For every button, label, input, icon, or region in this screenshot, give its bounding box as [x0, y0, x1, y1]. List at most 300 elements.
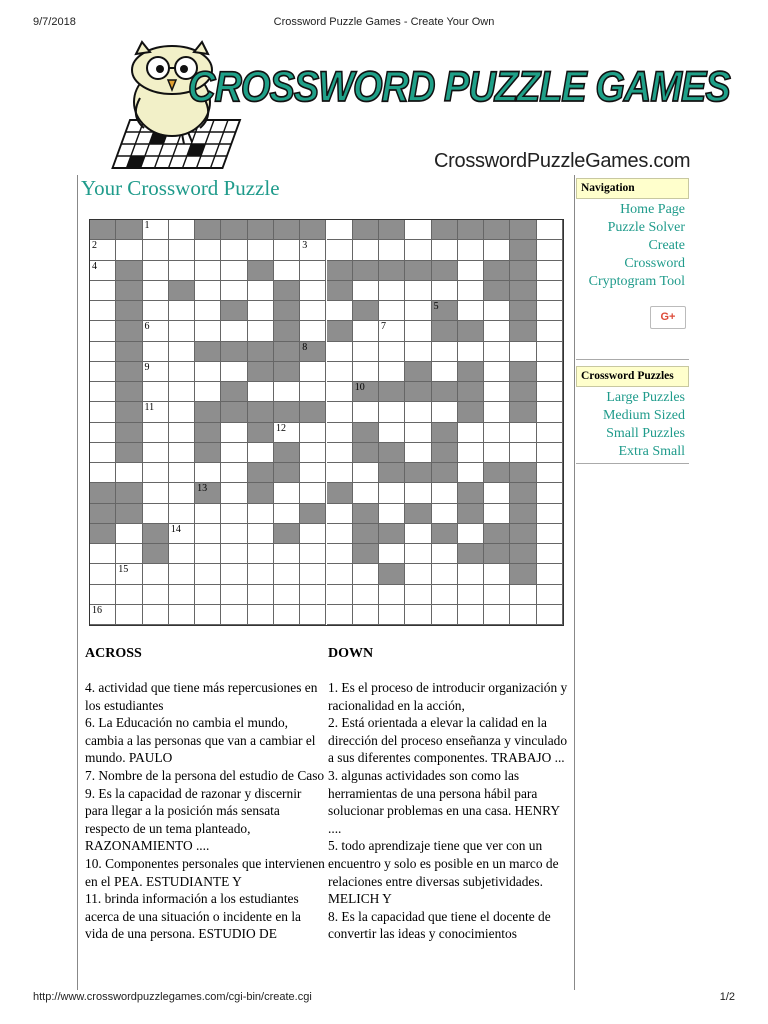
grid-cell[interactable] [274, 382, 300, 402]
puzzle-link-extra-small[interactable]: Extra Small [618, 444, 685, 459]
grid-cell[interactable] [484, 504, 510, 524]
grid-cell-blocked [510, 220, 536, 240]
grid-cell[interactable] [537, 423, 563, 443]
grid-cell-blocked [195, 402, 221, 422]
grid-cell[interactable] [221, 240, 247, 260]
grid-cell[interactable] [248, 544, 274, 564]
grid-cell-blocked [510, 463, 536, 483]
grid-cell[interactable] [484, 382, 510, 402]
grid-cell[interactable] [537, 362, 563, 382]
grid-cell[interactable] [537, 544, 563, 564]
grid-cell[interactable] [458, 605, 484, 625]
grid-cell[interactable] [458, 301, 484, 321]
grid-cell[interactable] [327, 342, 353, 362]
grid-cell[interactable] [169, 321, 195, 341]
grid-cell-blocked [379, 463, 405, 483]
grid-cell[interactable] [169, 605, 195, 625]
grid-cell[interactable] [300, 443, 326, 463]
grid-cell[interactable] [537, 240, 563, 260]
grid-cell[interactable] [90, 423, 116, 443]
grid-cell[interactable] [143, 504, 169, 524]
grid-cell[interactable] [379, 585, 405, 605]
grid-cell[interactable] [405, 564, 431, 584]
grid-cell[interactable] [300, 382, 326, 402]
grid-cell[interactable] [327, 423, 353, 443]
grid-cell[interactable] [195, 564, 221, 584]
grid-cell[interactable] [195, 362, 221, 382]
grid-cell[interactable] [169, 301, 195, 321]
grid-cell[interactable] [484, 585, 510, 605]
puzzle-link-small[interactable]: Small Puzzles [606, 426, 685, 441]
grid-cell[interactable] [143, 220, 169, 240]
grid-cell[interactable] [143, 321, 169, 341]
grid-cell[interactable] [484, 423, 510, 443]
grid-cell[interactable] [221, 585, 247, 605]
grid-cell-blocked [248, 423, 274, 443]
grid-cell[interactable] [379, 240, 405, 260]
grid-cell[interactable] [405, 402, 431, 422]
nav-link-home[interactable]: Home Page [620, 202, 685, 217]
grid-cell-blocked [143, 544, 169, 564]
grid-cell-blocked [510, 524, 536, 544]
grid-cell-blocked [458, 382, 484, 402]
grid-cell[interactable] [195, 524, 221, 544]
grid-cell[interactable] [169, 382, 195, 402]
grid-cell[interactable] [379, 342, 405, 362]
nav-link-create[interactable]: Create [648, 238, 685, 253]
grid-cell[interactable] [484, 342, 510, 362]
grid-cell[interactable] [169, 362, 195, 382]
grid-cell[interactable] [327, 564, 353, 584]
grid-cell[interactable] [405, 423, 431, 443]
grid-cell[interactable] [300, 544, 326, 564]
grid-cell[interactable] [169, 564, 195, 584]
grid-cell-blocked [116, 402, 142, 422]
grid-cell[interactable] [432, 240, 458, 260]
grid-cell[interactable] [353, 281, 379, 301]
grid-cell[interactable] [90, 240, 116, 260]
grid-cell[interactable] [353, 585, 379, 605]
grid-cell[interactable] [327, 301, 353, 321]
grid-cell[interactable] [300, 524, 326, 544]
grid-cell[interactable] [510, 443, 536, 463]
grid-cell[interactable] [221, 564, 247, 584]
grid-cell[interactable] [143, 382, 169, 402]
grid-cell[interactable] [537, 402, 563, 422]
grid-cell[interactable] [300, 463, 326, 483]
grid-cell[interactable] [169, 544, 195, 564]
grid-cell[interactable] [248, 524, 274, 544]
grid-cell[interactable] [90, 321, 116, 341]
grid-cell[interactable] [116, 544, 142, 564]
clue-number: 9 [144, 361, 150, 373]
grid-cell[interactable] [90, 585, 116, 605]
grid-cell[interactable] [379, 402, 405, 422]
grid-cell[interactable] [274, 240, 300, 260]
grid-cell[interactable] [300, 564, 326, 584]
grid-cell-blocked [195, 423, 221, 443]
grid-cell[interactable] [458, 564, 484, 584]
grid-cell-blocked [90, 524, 116, 544]
grid-cell[interactable] [327, 463, 353, 483]
grid-cell-blocked [458, 362, 484, 382]
grid-cell[interactable] [169, 443, 195, 463]
grid-cell[interactable] [274, 585, 300, 605]
navigation-heading: Navigation [576, 178, 689, 199]
grid-cell-blocked [248, 402, 274, 422]
grid-cell[interactable] [300, 423, 326, 443]
grid-cell[interactable] [300, 321, 326, 341]
grid-cell[interactable] [143, 301, 169, 321]
grid-cell[interactable] [143, 443, 169, 463]
across-heading: ACROSS [85, 646, 142, 661]
nav-link-cryptogram[interactable]: Cryptogram Tool [588, 274, 685, 289]
grid-cell[interactable] [274, 483, 300, 503]
grid-cell[interactable] [458, 240, 484, 260]
grid-cell[interactable] [221, 463, 247, 483]
grid-cell[interactable] [432, 585, 458, 605]
grid-cell[interactable] [353, 362, 379, 382]
grid-cell[interactable] [458, 342, 484, 362]
grid-cell[interactable] [537, 564, 563, 584]
grid-cell-blocked [274, 342, 300, 362]
grid-cell[interactable] [537, 220, 563, 240]
grid-cell[interactable] [169, 585, 195, 605]
grid-cell[interactable] [300, 240, 326, 260]
grid-cell[interactable] [143, 483, 169, 503]
grid-cell[interactable] [405, 281, 431, 301]
grid-cell-blocked [327, 483, 353, 503]
grid-cell[interactable] [116, 463, 142, 483]
grid-cell-blocked [248, 261, 274, 281]
grid-cell[interactable] [143, 281, 169, 301]
grid-cell[interactable] [143, 463, 169, 483]
grid-cell[interactable] [195, 544, 221, 564]
grid-cell[interactable] [143, 342, 169, 362]
grid-cell-blocked [169, 281, 195, 301]
across-clue: 7. Nombre de la persona del estudio de Caso [85, 767, 325, 783]
grid-cell[interactable] [274, 423, 300, 443]
grid-cell[interactable] [458, 423, 484, 443]
grid-cell[interactable] [432, 605, 458, 625]
grid-cell[interactable] [248, 240, 274, 260]
grid-cell[interactable] [116, 605, 142, 625]
logo-site-name: CrosswordPuzzleGames.com [434, 150, 691, 172]
puzzle-link-medium[interactable]: Medium Sized [602, 408, 685, 423]
grid-cell[interactable] [405, 443, 431, 463]
grid-cell[interactable] [221, 605, 247, 625]
grid-cell[interactable] [221, 524, 247, 544]
grid-cell[interactable] [221, 281, 247, 301]
grid-cell[interactable] [221, 321, 247, 341]
grid-cell[interactable] [484, 443, 510, 463]
grid-cell[interactable] [169, 220, 195, 240]
grid-cell[interactable] [90, 443, 116, 463]
grid-cell-blocked [353, 261, 379, 281]
grid-cell[interactable] [432, 483, 458, 503]
grid-cell[interactable] [274, 504, 300, 524]
grid-cell[interactable] [379, 281, 405, 301]
grid-cell[interactable] [300, 362, 326, 382]
grid-cell-blocked [510, 321, 536, 341]
grid-cell[interactable] [379, 321, 405, 341]
grid-cell[interactable] [458, 281, 484, 301]
grid-cell[interactable] [300, 605, 326, 625]
grid-cell[interactable] [379, 423, 405, 443]
grid-cell[interactable] [195, 382, 221, 402]
grid-cell[interactable] [405, 524, 431, 544]
grid-cell[interactable] [510, 585, 536, 605]
grid-cell[interactable] [458, 261, 484, 281]
grid-cell-blocked [484, 463, 510, 483]
grid-cell[interactable] [195, 463, 221, 483]
grid-cell[interactable] [169, 463, 195, 483]
grid-cell[interactable] [90, 281, 116, 301]
grid-cell-blocked [458, 483, 484, 503]
grid-cell[interactable] [537, 483, 563, 503]
puzzle-link-large[interactable]: Large Puzzles [606, 390, 685, 405]
grid-cell-blocked [300, 504, 326, 524]
grid-cell[interactable] [327, 504, 353, 524]
grid-cell[interactable] [537, 321, 563, 341]
grid-cell[interactable] [379, 483, 405, 503]
grid-cell[interactable] [484, 362, 510, 382]
grid-cell[interactable] [537, 301, 563, 321]
grid-cell[interactable] [195, 585, 221, 605]
grid-cell[interactable] [300, 261, 326, 281]
grid-cell[interactable] [300, 301, 326, 321]
grid-cell[interactable] [405, 321, 431, 341]
grid-cell[interactable] [90, 261, 116, 281]
grid-cell[interactable] [458, 585, 484, 605]
grid-cell[interactable] [327, 605, 353, 625]
grid-cell[interactable] [221, 504, 247, 524]
grid-cell[interactable] [510, 423, 536, 443]
grid-cell[interactable] [143, 402, 169, 422]
grid-cell[interactable] [195, 301, 221, 321]
grid-cell[interactable] [248, 443, 274, 463]
grid-cell-blocked [353, 423, 379, 443]
grid-cell[interactable] [221, 443, 247, 463]
grid-cell[interactable] [248, 321, 274, 341]
grid-cell-blocked [300, 220, 326, 240]
grid-cell[interactable] [432, 342, 458, 362]
grid-cell[interactable] [90, 301, 116, 321]
clue-number: 12 [275, 422, 286, 434]
grid-cell[interactable] [90, 463, 116, 483]
grid-cell-blocked [353, 443, 379, 463]
grid-cell[interactable] [537, 463, 563, 483]
grid-cell[interactable] [195, 281, 221, 301]
grid-cell[interactable] [405, 483, 431, 503]
clue-number: 6 [144, 321, 150, 333]
grid-cell[interactable] [143, 423, 169, 443]
grid-cell[interactable] [405, 342, 431, 362]
grid-cell[interactable] [353, 605, 379, 625]
grid-cell[interactable] [432, 402, 458, 422]
grid-cell[interactable] [221, 362, 247, 382]
clue-number: 15 [118, 564, 129, 576]
grid-cell[interactable] [432, 544, 458, 564]
down-clue: 8. Es la capacidad que tiene el docente de convertir las ideas y conocimientos [328, 908, 551, 942]
grid-cell[interactable] [353, 402, 379, 422]
grid-cell[interactable] [300, 483, 326, 503]
grid-cell[interactable] [90, 564, 116, 584]
grid-cell[interactable] [484, 240, 510, 260]
grid-cell[interactable] [143, 585, 169, 605]
grid-cell[interactable] [537, 605, 563, 625]
grid-cell-blocked [510, 564, 536, 584]
grid-cell[interactable] [458, 524, 484, 544]
nav-link-solver[interactable]: Puzzle Solver [607, 220, 685, 235]
grid-cell[interactable] [116, 240, 142, 260]
grid-cell[interactable] [537, 261, 563, 281]
grid-cell[interactable] [405, 585, 431, 605]
google-plus-button[interactable]: G+ [650, 306, 686, 329]
grid-cell[interactable] [143, 564, 169, 584]
grid-cell[interactable] [432, 362, 458, 382]
grid-cell-blocked [116, 261, 142, 281]
grid-cell[interactable] [379, 605, 405, 625]
grid-cell[interactable] [484, 605, 510, 625]
grid-cell[interactable] [405, 220, 431, 240]
grid-cell[interactable] [116, 585, 142, 605]
down-clue: 1. Es el proceso de introducir organización y racionalidad en la acción, [328, 680, 568, 713]
grid-cell[interactable] [221, 423, 247, 443]
grid-cell[interactable] [379, 362, 405, 382]
grid-cell-blocked [510, 504, 536, 524]
print-header [0, 16, 768, 34]
grid-cell[interactable] [169, 402, 195, 422]
grid-cell[interactable] [169, 504, 195, 524]
grid-cell[interactable] [274, 261, 300, 281]
grid-cell[interactable] [379, 544, 405, 564]
grid-cell-blocked [274, 220, 300, 240]
grid-cell[interactable] [327, 443, 353, 463]
grid-cell[interactable] [405, 240, 431, 260]
grid-cell[interactable] [195, 240, 221, 260]
grid-cell[interactable] [195, 321, 221, 341]
grid-cell[interactable] [327, 585, 353, 605]
grid-cell[interactable] [405, 544, 431, 564]
grid-cell[interactable] [458, 443, 484, 463]
grid-cell[interactable] [143, 261, 169, 281]
grid-cell[interactable] [432, 281, 458, 301]
grid-cell[interactable] [221, 483, 247, 503]
grid-cell[interactable] [327, 362, 353, 382]
grid-cell[interactable] [195, 261, 221, 281]
grid-cell[interactable] [116, 524, 142, 544]
grid-cell[interactable] [327, 220, 353, 240]
grid-cell-blocked [405, 382, 431, 402]
grid-cell[interactable] [300, 281, 326, 301]
site-logo[interactable] [110, 40, 730, 180]
nav-link-crossword[interactable]: Crossword [624, 256, 685, 271]
grid-cell[interactable] [537, 524, 563, 544]
grid-cell[interactable] [458, 463, 484, 483]
grid-cell[interactable] [221, 261, 247, 281]
grid-cell[interactable] [274, 544, 300, 564]
grid-cell[interactable] [90, 382, 116, 402]
grid-cell[interactable] [353, 240, 379, 260]
grid-cell[interactable] [353, 321, 379, 341]
grid-cell[interactable] [432, 504, 458, 524]
grid-cell[interactable] [379, 504, 405, 524]
grid-cell[interactable] [537, 443, 563, 463]
grid-cell[interactable] [248, 605, 274, 625]
grid-cell[interactable] [537, 281, 563, 301]
grid-cell[interactable] [90, 544, 116, 564]
grid-cell[interactable] [116, 564, 142, 584]
grid-cell[interactable] [327, 382, 353, 402]
grid-cell[interactable] [537, 342, 563, 362]
grid-cell[interactable] [143, 605, 169, 625]
grid-cell[interactable] [432, 564, 458, 584]
grid-cell[interactable] [221, 544, 247, 564]
grid-cell[interactable] [248, 504, 274, 524]
grid-cell-blocked [379, 220, 405, 240]
grid-cell[interactable] [248, 564, 274, 584]
grid-cell[interactable] [169, 483, 195, 503]
grid-cell[interactable] [195, 605, 221, 625]
grid-cell[interactable] [353, 463, 379, 483]
grid-cell[interactable] [248, 301, 274, 321]
grid-cell[interactable] [300, 585, 326, 605]
grid-cell[interactable] [484, 483, 510, 503]
grid-cell[interactable] [327, 240, 353, 260]
grid-cell[interactable] [537, 504, 563, 524]
grid-cell[interactable] [169, 342, 195, 362]
grid-cell-blocked [484, 220, 510, 240]
grid-cell[interactable] [537, 382, 563, 402]
grid-cell[interactable] [90, 342, 116, 362]
grid-cell[interactable] [510, 605, 536, 625]
grid-cell[interactable] [327, 544, 353, 564]
grid-cell[interactable] [274, 605, 300, 625]
grid-cell[interactable] [169, 240, 195, 260]
grid-cell[interactable] [143, 362, 169, 382]
grid-cell[interactable] [274, 564, 300, 584]
grid-cell[interactable] [379, 301, 405, 321]
grid-cell[interactable] [248, 585, 274, 605]
grid-cell[interactable] [484, 321, 510, 341]
grid-cell[interactable] [169, 261, 195, 281]
grid-cell-blocked [379, 382, 405, 402]
grid-cell[interactable] [327, 402, 353, 422]
grid-cell[interactable] [248, 281, 274, 301]
grid-cell[interactable] [195, 504, 221, 524]
grid-cell[interactable] [484, 402, 510, 422]
grid-cell[interactable] [90, 605, 116, 625]
grid-cell[interactable] [484, 301, 510, 321]
grid-cell[interactable] [90, 402, 116, 422]
grid-cell[interactable] [90, 362, 116, 382]
grid-cell[interactable] [484, 564, 510, 584]
grid-cell[interactable] [248, 382, 274, 402]
grid-cell[interactable] [353, 342, 379, 362]
grid-cell[interactable] [353, 483, 379, 503]
grid-cell[interactable] [169, 423, 195, 443]
grid-cell[interactable] [405, 605, 431, 625]
grid-cell[interactable] [537, 585, 563, 605]
grid-cell[interactable] [405, 301, 431, 321]
grid-cell[interactable] [510, 342, 536, 362]
grid-cell[interactable] [143, 240, 169, 260]
print-page-number: 1/2 [719, 991, 735, 1003]
grid-cell[interactable] [327, 524, 353, 544]
grid-cell[interactable] [353, 564, 379, 584]
grid-cell[interactable] [169, 524, 195, 544]
